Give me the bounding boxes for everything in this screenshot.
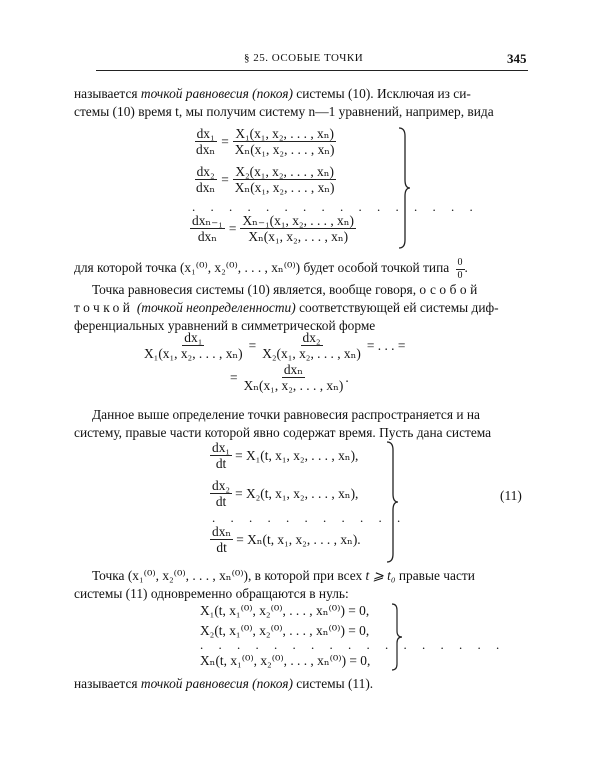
symmetric-line1: $\frac{\text{dx₁}}{\text{X₁(x₁, x₂, . . . , xₙ)}}$ = $\frac{\text{dx₂}}{\text{X₂(x₁, x₂, . . . , xₙ)}}$ = . . . = [144,330,406,362]
zeros-row2: X₂(t, x₁⁽⁰⁾, x₂⁽⁰⁾, . . . , xₙ⁽⁰⁾) = 0, [200,623,370,638]
zeros-brace [390,602,404,672]
para6-line: называется точкой равновесия (покоя) системы (11). [74,676,374,691]
system1-dots: . . . . . . . . . . . . . . . . [192,199,479,214]
system11-brace [384,440,400,564]
zeros-dots: . . . . . . . . . . . . . . . . . [200,637,506,652]
equation-label-11: (11) [500,488,522,503]
para3-line3: ференциальных уравнений в симметрической форме [74,318,376,333]
system11-row2: $\frac{\text{dx₂}}{dt}$ = X₂(t, x₁, x₂, . . . , xₙ), [212,478,359,510]
header-rule [96,70,528,71]
para2-line: для которой точка (x₁⁽⁰⁾, x₂⁽⁰⁾, . . . , xₙ⁽⁰⁾) будет особой точкой типа $\frac{0}{0}$ . [74,257,468,281]
system11-dots: . . . . . . . . . . . [212,510,407,525]
para1-line1: называется точкой равновесия (покоя) системы (10). Исключая из си- [74,86,471,101]
system11-row1: $\frac{\text{dx₁}}{dt}$ = X₁(t, x₁, x₂, . . . , xₙ), [212,440,359,472]
system1-row2: $\frac{\text{dx₂}}{\text{dxₙ}}$ = $\frac{\text{X₂(x₁, x₂, . . . , xₙ)}}{\text{Xₙ(x₁, x₂, . . . , xₙ)}}$ [196,164,335,196]
system1-row1: $\frac{\text{dx₁}}{\text{dxₙ}}$ = $\frac{\text{X₁(x₁, x₂, . . . , xₙ)}}{\text{Xₙ(x₁, x₂, . . . , xₙ)}}$ [196,126,335,158]
zeros-row1: X₁(t, x₁⁽⁰⁾, x₂⁽⁰⁾, . . . , xₙ⁽⁰⁾) = 0, [200,603,370,618]
page-number: 345 [507,51,527,66]
para5-line1: Точка (x₁⁽⁰⁾, x₂⁽⁰⁾, . . . , xₙ⁽⁰⁾), в которой при всех t ⩾ t₀ правые части [92,568,475,583]
para1-line2: стемы (10) время t, мы получим систему n—1 уравнений, например, вида [74,104,494,119]
para5-line2: системы (11) одновременно обращаются в нуль: [74,586,349,601]
para3-line2: точкой (точкой неопределенности) соответствующей ей системы диф- [74,300,499,315]
para3-line1: Точка равновесия системы (10) является, вообще говоря, особой [92,282,481,297]
system11-row3: $\frac{\text{dxₙ}}{dt}$ = Xₙ(t, x₁, x₂, . . . , xₙ). [212,524,361,556]
para4-line1: Данное выше определение точки равновесия распространяется и на [92,407,480,422]
symmetric-line2: = $\frac{\text{dxₙ}}{\text{Xₙ(x₁, x₂, . . . , xₙ)}}$ . [230,362,349,394]
running-header: § 25. ОСОБЫЕ ТОЧКИ [244,52,364,64]
para4-line2: систему, правые части которой явно содержат время. Пусть дана система [74,425,492,440]
system1-row3: $\frac{\text{dxₙ₋₁}}{\text{dxₙ}}$ = $\frac{\text{Xₙ₋₁(x₁, x₂, . . . , xₙ)}}{\text{Xₙ(x₁, x₂, . . . , xₙ)}}$ [192,213,354,245]
zeros-row3: Xₙ(t, x₁⁽⁰⁾, x₂⁽⁰⁾, . . . , xₙ⁽⁰⁾) = 0, [200,653,371,668]
system1-brace [396,126,412,250]
